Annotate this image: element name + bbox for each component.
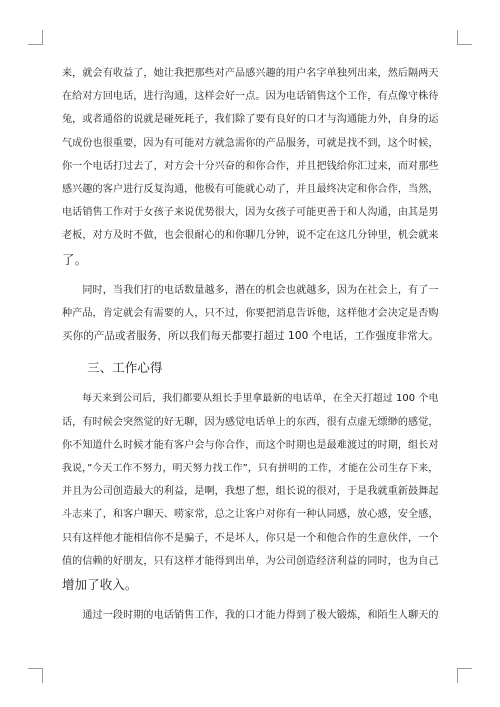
text-line: 通过一段时期的电话销售工作，我的口才能力得到了极大锻炼，和陌生人聊天的 xyxy=(62,610,439,622)
paragraph xyxy=(62,279,442,349)
document-body xyxy=(62,62,442,627)
text-line: 了。 xyxy=(62,251,88,267)
crop-mark-bottom-right xyxy=(458,668,472,669)
text-line: 三、工作心得 xyxy=(62,360,163,376)
text-line: 电话销售工作对于女孩子来说优势很大，因为女孩子可能更善于和人沟通，由其是男 xyxy=(62,207,439,219)
paragraph-spacing xyxy=(62,348,442,356)
text-line: 气成份也很重要，因为有可能对方就急需你的产品服务，可就是找不到，这个时候， xyxy=(62,137,439,149)
text-line: 兔，或者通俗的说就是碰死耗子，我们除了要有良好的口才与沟通能力外，自身的运 xyxy=(62,114,439,126)
paragraph xyxy=(62,356,442,379)
text-line: 值的信赖的好朋友，只有这样才能得到出单，为公司创造经济利益的同时，也为自己 xyxy=(62,555,439,567)
paragraph xyxy=(62,604,442,627)
crop-mark-top-right xyxy=(458,44,472,45)
paragraph-spacing xyxy=(62,379,442,387)
paragraph-spacing xyxy=(62,271,442,279)
paragraph xyxy=(62,387,442,596)
text-line: 在给对方回电话，进行沟通，这样会好一点。因为电话销售这个工作，有点像守株待 xyxy=(62,91,439,103)
crop-mark-bottom-left xyxy=(28,668,42,669)
text-line: 同时，当我们打的电话数量越多，潜在的机会也就越多，因为在社会上，有了一 xyxy=(62,284,439,296)
crop-mark-bottom-left xyxy=(42,668,43,683)
text-line: 斗志来了，和客户聊天、唠家常，总之让客户对你有一种认同感，放心感，安全感， xyxy=(62,509,439,521)
crop-mark-top-left xyxy=(42,30,43,45)
text-line: 感兴趣的客户进行反复沟通，他极有可能就心动了，并且最终决定和你合作，当然， xyxy=(62,183,439,195)
text-line: 话，有时候会突然觉的好无聊，因为感觉电话单上的东西，很有点虚无缥缈的感觉， xyxy=(62,416,439,428)
text-line: 我说，”今天工作不努力，明天努力找工作”，只有拼明的工作，才能在公司生存下来， xyxy=(62,463,439,474)
text-line: 你不知道什么时候才能有客户会与你合作，而这个时期也是最难渡过的时期，组长对 xyxy=(62,439,439,451)
paragraph xyxy=(62,62,442,271)
crop-mark-bottom-right xyxy=(457,668,458,683)
crop-mark-top-left xyxy=(28,44,42,45)
text-line: 老板，对方及时不做，也会很耐心的和你聊几分钟，说不定在这几分钟里，机会就来 xyxy=(62,230,439,242)
text-line: 只有这样他才能相信你不是骗子，不是坏人，你只是一个和他合作的生意伙伴，一个 xyxy=(62,532,439,544)
text-line: 买你的产品或者服务，所以我们每天都要打超过 100 个电话，工作强度非常大。 xyxy=(62,330,440,343)
text-line: 来，就会有收益了，她让我把那些对产品感兴趣的用户名字单独列出来，然后隔两天 xyxy=(62,68,439,79)
text-line: 每天来到公司后，我们都要从组长手里拿最新的电话单，在全天打超过 100 个电 xyxy=(62,393,439,405)
text-line: 并且为公司创造最大的利益，是啊，我想了想，组长说的很对，于是我就重新鼓舞起 xyxy=(62,486,439,498)
text-line: 你一个电话打过去了，对方会十分兴奋的和你合作，并且把钱给你汇过来，而对那些 xyxy=(62,160,439,172)
crop-mark-top-right xyxy=(457,30,458,45)
text-line: 种产品，肯定就会有需要的人，只不过，你要把消息告诉他，这样他才会决定是否购 xyxy=(62,307,439,319)
paragraph-spacing xyxy=(62,596,442,604)
text-line: 增加了收入。 xyxy=(62,576,138,592)
